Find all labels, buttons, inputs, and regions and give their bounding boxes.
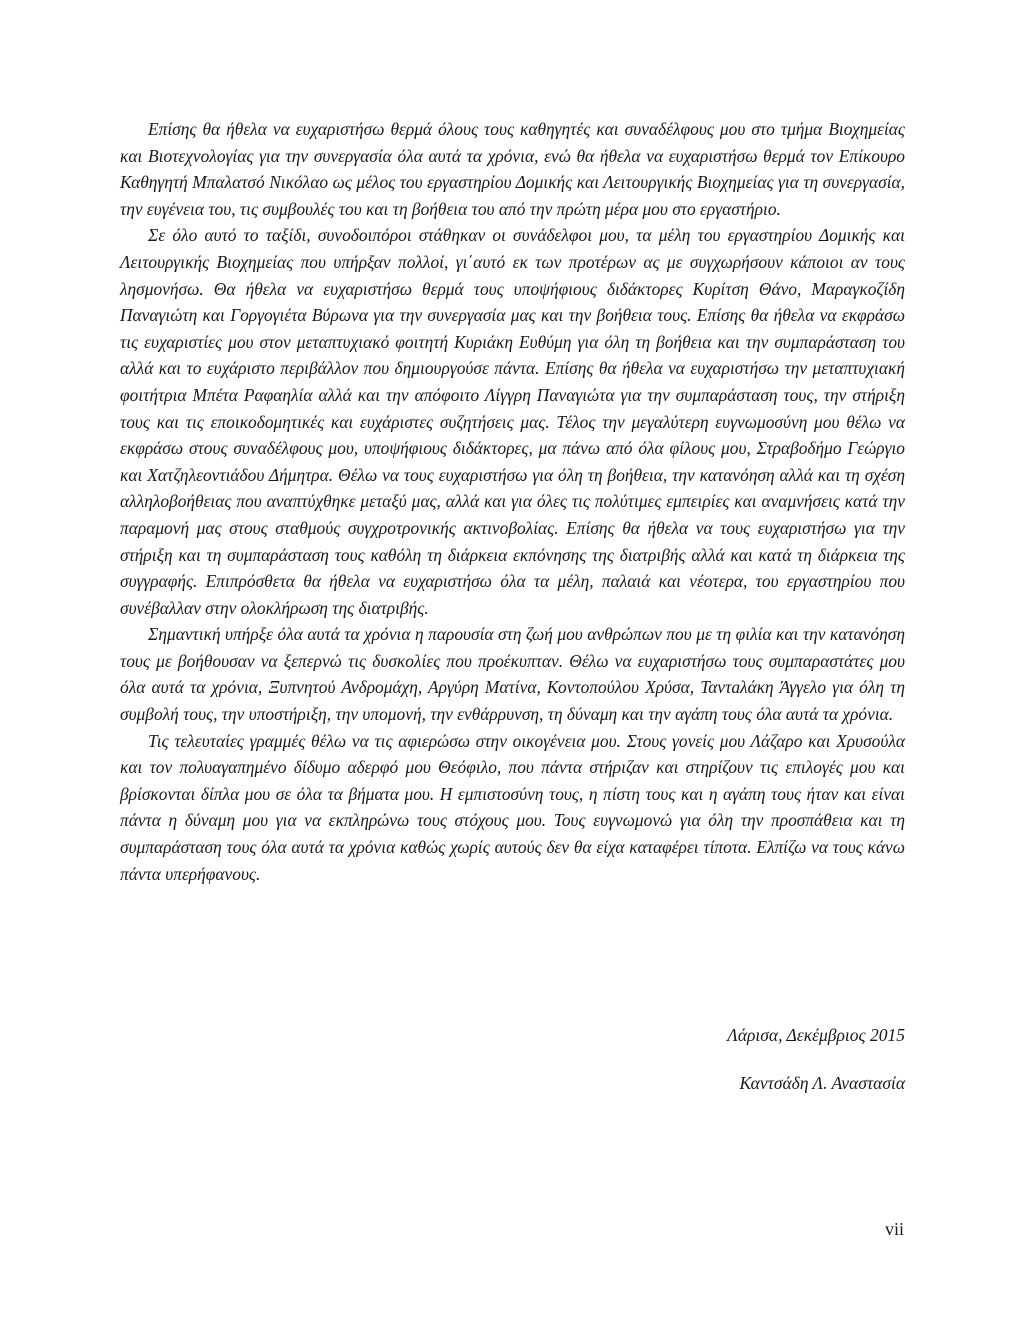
signature-name: Καντσάδη Λ. Αναστασία (739, 1073, 905, 1093)
paragraph-colleagues-department: Επίσης θα ήθελα να ευχαριστήσω θερμά όλους τους καθηγητές και συναδέλφους μου στο τμήμα Βιοχημείας και Βιοτεχνολογίας για την συνεργασία όλα αυτά τα χρόνια, ενώ θα ήθελα να ευχαριστήσω θερμά τον Επίκουρο Καθηγητή Μπαλατσό Νικόλαο ως μέλος του εργαστηρίου Δομικής και Λειτουργικής Βιοχημείας για τη συνεργασία, την ευγένεια του, τις συμβουλές του και τη βοήθεια του από την πρώτη μέρα μου στο εργαστήριο. (120, 119, 905, 219)
paragraph-friends: Σημαντική υπήρξε όλα αυτά τα χρόνια η παρουσία στη ζωή μου ανθρώπων που με τη φιλία και την κατανόηση τους με βοήθουσαν να ξεπερνώ τις δυσκολίες που προέκυπταν. Θέλω να ευχαριστήσω τους συμπαραστάτες μου όλα αυτά τα χρόνια, Ξυπνητού Ανδρομάχη, Αργύρη Ματίνα, Κοντοπούλου Χρύσα, Ταντaλάκη Άγγελο για όλη τη συμβολή τους, την υποστήριξη, την υπομονή, την ενθάρρυνση, τη δύναμη και την αγάπη τους όλα αυτά τα χρόνια. (120, 624, 905, 725)
acknowledgements-body (120, 116, 905, 887)
signature-place-date: Λάρισα, Δεκέμβριος 2015 (727, 1025, 905, 1045)
paragraph-family: Τις τελευταίες γραμμές θέλω να τις αφιερώσω στην οικογένεια μου. Στους γονείς μου Λάζαρο και Χρυσούλα και τον πολυαγαπημένο δίδυμο αδερφό μου Θεόφιλο, που πάντα στήριζαν και στηρίζουν τις επιλογές μου και βρίσκονται δίπλα μου σε όλα τα βήματα μου. Η εμπιστοσύνη τους, η πίστη τους και η αγάπη τους ήταν και είναι πάντα η δύναμη μου για να εκπληρώνω τους στόχους μου. Τους ευγνωμονώ για όλη την προσπάθεια και τη συμπαράσταση τους όλα αυτά τα χρόνια καθώς χωρίς αυτούς δεν θα είχα καταφέρει τίποτα. Ελπίζω να τους κάνω πάντα υπερήφανους. (120, 730, 905, 884)
paragraph-lab-colleagues: Σε όλο αυτό το ταξίδι, συνοδοιπόροι στάθηκαν οι συνάδελφοι μου, τα μέλη του εργαστηρίου Δομικής και Λειτουργικής Βιοχημείας που υπήρξαν πολλοί, γι΄αυτό εκ των προτέρων ας με συγχωρήσουν κάποιοι αν τους λησμονήσω. Θα ήθελα να ευχαριστήσω θερμά τους υποψήφιους διδάκτορες Κυρίτση Θάνο, Μαραγκοζίδη Παναγιώτη και Γοργογιέτα Βύρωνα για την συνεργασία μας και την βοήθεια τους. Επίσης θα ήθελα να εκφράσω τις ευχαριστίες μου στον μεταπτυχιακό φοιτητή Κυριάκη Ευθύμη για όλη τη βοήθεια και την συμπαράσταση του αλλά και το ευχάριστο περιβάλλον που δημιουργούσε πάντα. Επίσης θα ήθελα να ευχαριστήσω την μεταπτυχιακή φοιτήτρια Μπέτα Ραφαηλία αλλά και την απόφοιτο Λίγγρη Παναγιώτα για την συμπαράσταση τους, την στήριξη τους και τις εποικοδομητικές και ευχάριστες συζητήσεις μας. Τέλος την μεγαλύτερη ευγνωμοσύνη μου θέλω να εκφράσω στους συναδέλφους μου, υποψήφιους διδάκτορες, μα πάνω από όλα φίλους μου, Στραβοδήμο Γεώργιο και Χατζηλεοντιάδου Δήμητρα. Θέλω να τους ευχαριστήσω για όλη τη βοήθεια, την κατανόηση αλλά και τη σχέση αλληλοβοήθειας που αναπτύχθηκε μεταξύ μας, αλλά και για όλες τις πολύτιμες εμπειρίες και αναμνήσεις κατά την παραμονή μας στους σταθμούς συγχροτρονικής ακτινοβολίας. Επίσης θα ήθελα να τους ευχαριστήσω για την στήριξη και τη συμπαράσταση τους καθόλη τη διάρκεια εκπόνησης της διατριβής αλλά και κατά τη διάρκεια της συγγραφής. Επιπρόσθετα θα ήθελα να ευχαριστήσω όλα τα μέλη, παλαιά και νέοτερα, του εργαστηρίου που συνέβαλλαν στην ολοκλήρωση της διατριβής. (120, 225, 905, 618)
page-number: vii (884, 1219, 904, 1239)
